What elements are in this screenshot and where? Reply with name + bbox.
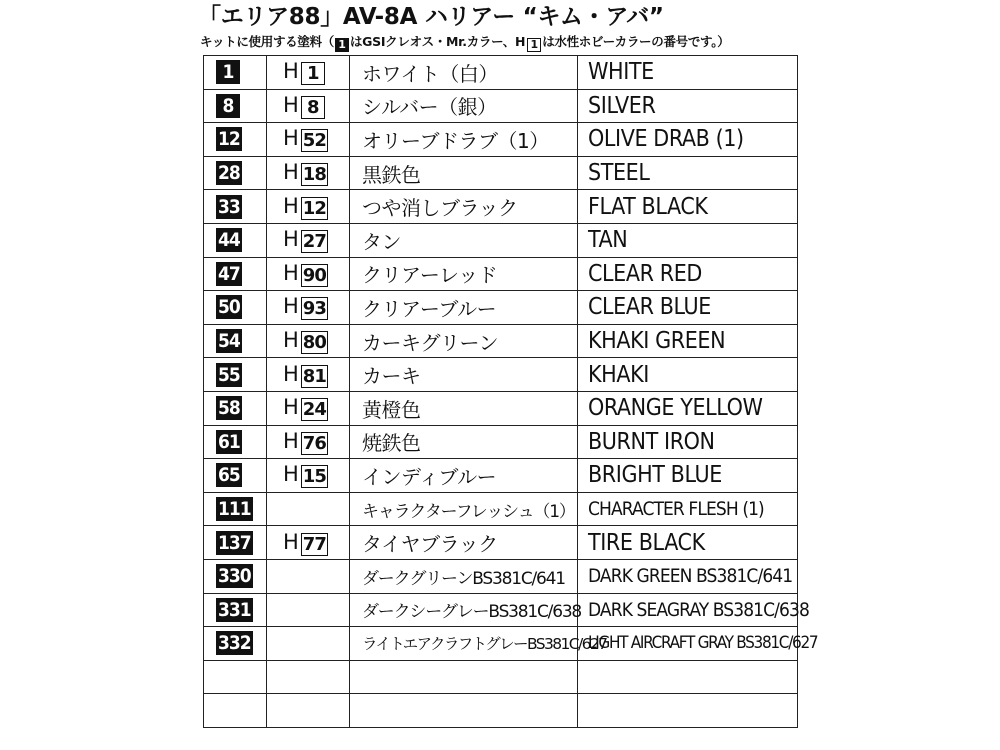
- mr-color-cell: [204, 324, 267, 358]
- mr-color-number: 331: [218, 598, 251, 621]
- mr-color-cell: [204, 694, 267, 728]
- table-row: [204, 358, 798, 392]
- paint-name-en: DARK SEAGRAY BS381C/638: [578, 593, 798, 627]
- mr-color-number: 54: [218, 330, 240, 353]
- hobby-color-cell: [267, 694, 350, 728]
- paint-name-en: BRIGHT BLUE: [578, 459, 798, 493]
- hobby-color-cell: [267, 190, 350, 224]
- paint-name-jp: カーキグリーン: [350, 324, 578, 358]
- paint-name-jp: タイヤブラック: [350, 526, 578, 560]
- hobby-color-cell: [267, 89, 350, 123]
- hobby-color-cell: [267, 257, 350, 291]
- paint-name-en: FLAT BLACK: [578, 190, 798, 224]
- mr-color-cell: [204, 425, 267, 459]
- note-prefix: キットに使用する塗料（: [200, 34, 334, 49]
- hobby-color-number: 90: [302, 264, 326, 286]
- page-title: 「エリア88」AV-8A ハリアー “キム・アバ”: [198, 4, 664, 30]
- table-row: [204, 89, 798, 123]
- mr-color-number: 28: [218, 162, 240, 185]
- hobby-color-cell: [267, 425, 350, 459]
- paint-name-jp: ホワイト（白）: [350, 56, 578, 90]
- mr-color-cell: [204, 627, 267, 661]
- hobby-color-prefix: H: [283, 395, 299, 420]
- mr-color-number: 61: [218, 430, 240, 453]
- mr-color-number: 8: [216, 94, 240, 118]
- mr-color-cell: [204, 660, 267, 694]
- mr-color-cell: [204, 156, 267, 190]
- paint-name-en: BURNT IRON: [578, 425, 798, 459]
- note-middle: はGSIクレオス・Mr.カラー、H: [349, 34, 526, 49]
- table-row: [204, 257, 798, 291]
- hobby-color-cell: [267, 223, 350, 257]
- table-row: [204, 660, 798, 694]
- mr-color-badge-icon: 1: [335, 38, 349, 52]
- hobby-color-number: 52: [302, 130, 326, 152]
- paint-name-jp: [350, 660, 578, 694]
- hobby-color-cell: [267, 156, 350, 190]
- table-row: [204, 324, 798, 358]
- mr-color-cell: [204, 123, 267, 157]
- hobby-color-number: 15: [302, 466, 326, 488]
- mr-color-cell: [204, 223, 267, 257]
- hobby-color-cell: [267, 559, 350, 593]
- mr-color-number: 332: [218, 632, 251, 655]
- hobby-color-number: 24: [302, 399, 326, 421]
- mr-color-number: 50: [218, 296, 240, 319]
- hobby-color-prefix: H: [283, 428, 299, 453]
- table-row: [204, 526, 798, 560]
- hobby-color-prefix: H: [283, 328, 299, 353]
- paint-name-en: KHAKI: [578, 358, 798, 392]
- table-row: [204, 425, 798, 459]
- table-row: [204, 123, 798, 157]
- hobby-color-cell: [267, 660, 350, 694]
- hobby-color-cell: [267, 324, 350, 358]
- paint-name-jp: 黒鉄色: [350, 156, 578, 190]
- note-suffix: は水性ホビーカラーの番号です。）: [542, 34, 730, 49]
- paint-name-jp: クリアーレッド: [350, 257, 578, 291]
- paint-name-jp: オリーブドラブ（1）: [350, 123, 578, 157]
- mr-color-cell: [204, 89, 267, 123]
- mr-color-number: 65: [218, 464, 240, 487]
- hobby-color-cell: [267, 358, 350, 392]
- table-row: [204, 56, 798, 90]
- paint-name-en: TIRE BLACK: [578, 526, 798, 560]
- paint-name-jp: カーキ: [350, 358, 578, 392]
- paint-name-en: STEEL: [578, 156, 798, 190]
- table-row: [204, 391, 798, 425]
- mr-color-number: 55: [218, 363, 240, 386]
- mr-color-number: 58: [218, 397, 240, 420]
- hobby-color-prefix: H: [283, 227, 299, 252]
- paint-name-en: CHARACTER FLESH (1): [578, 492, 798, 526]
- paint-name-en: TAN: [578, 223, 798, 257]
- mr-color-number: 47: [218, 262, 240, 285]
- paint-name-jp: ライトエアクラフトグレーBS381C/627: [350, 627, 578, 661]
- paint-name-en: [578, 694, 798, 728]
- hobby-color-cell: [267, 291, 350, 325]
- table-row: [204, 559, 798, 593]
- mr-color-cell: [204, 593, 267, 627]
- hobby-color-number: 80: [302, 332, 326, 354]
- mr-color-number: 111: [218, 498, 251, 521]
- table-row: [204, 156, 798, 190]
- hobby-color-prefix: H: [283, 92, 299, 117]
- hobby-color-cell: [267, 492, 350, 526]
- mr-color-number: 44: [218, 229, 240, 252]
- hobby-color-cell: [267, 526, 350, 560]
- mr-color-cell: [204, 526, 267, 560]
- paint-name-jp: ダークシーグレーBS381C/638: [350, 593, 578, 627]
- mr-color-number: 137: [218, 531, 251, 554]
- hobby-color-number: 27: [302, 231, 326, 253]
- paint-name-jp: インディブルー: [350, 459, 578, 493]
- paint-table: [203, 55, 818, 728]
- hobby-color-cell: [267, 391, 350, 425]
- mr-color-cell: [204, 391, 267, 425]
- mr-color-cell: [204, 459, 267, 493]
- paint-name-jp: タン: [350, 223, 578, 257]
- hobby-color-cell: [267, 627, 350, 661]
- paint-legend-note: [200, 34, 729, 50]
- paint-name-en: DARK GREEN BS381C/641: [578, 559, 798, 593]
- hobby-color-prefix: H: [283, 126, 299, 151]
- paint-name-en: CLEAR RED: [578, 257, 798, 291]
- paint-name-jp: 黄橙色: [350, 391, 578, 425]
- hobby-color-cell: [267, 593, 350, 627]
- hobby-color-number: 12: [302, 197, 326, 219]
- table-row: [204, 291, 798, 325]
- mr-color-number: 33: [218, 195, 240, 218]
- hobby-color-number: 77: [302, 533, 326, 555]
- hobby-color-prefix: H: [283, 59, 299, 84]
- paint-name-jp: つや消しブラック: [350, 190, 578, 224]
- mr-color-cell: [204, 291, 267, 325]
- mr-color-cell: [204, 56, 267, 90]
- table-row: [204, 492, 798, 526]
- hobby-color-prefix: H: [283, 294, 299, 319]
- mr-color-cell: [204, 559, 267, 593]
- paint-name-jp: クリアーブルー: [350, 291, 578, 325]
- hobby-color-prefix: H: [283, 361, 299, 386]
- hobby-color-cell: [267, 459, 350, 493]
- mr-color-cell: [204, 492, 267, 526]
- table-row: [204, 223, 798, 257]
- paint-name-en: WHITE: [578, 56, 798, 90]
- hobby-color-number: 93: [302, 298, 326, 320]
- hobby-color-number: 8: [301, 96, 325, 119]
- paint-name-en: KHAKI GREEN: [578, 324, 798, 358]
- hobby-color-prefix: H: [283, 160, 299, 185]
- hobby-color-prefix: H: [283, 260, 299, 285]
- mr-color-cell: [204, 358, 267, 392]
- hobby-color-number: 18: [302, 164, 326, 186]
- table-row: [204, 627, 798, 661]
- paint-name-en: ORANGE YELLOW: [578, 391, 798, 425]
- mr-color-number: 1: [216, 60, 240, 84]
- hobby-color-cell: [267, 123, 350, 157]
- hobby-color-prefix: H: [283, 462, 299, 487]
- hobby-color-cell: [267, 56, 350, 90]
- paint-name-en: [578, 660, 798, 694]
- hobby-color-number: 76: [302, 432, 326, 454]
- table-row: [204, 190, 798, 224]
- paint-name-jp: キャラクターフレッシュ（1）: [350, 492, 578, 526]
- paint-name-en: CLEAR BLUE: [578, 291, 798, 325]
- paint-name-jp: [350, 694, 578, 728]
- table-row: [204, 593, 798, 627]
- table-row: [204, 459, 798, 493]
- paint-name-jp: ダークグリーンBS381C/641: [350, 559, 578, 593]
- mr-color-number: 12: [218, 128, 240, 151]
- mr-color-number: 330: [218, 565, 251, 588]
- paint-name-jp: シルバー（銀）: [350, 89, 578, 123]
- hobby-color-prefix: H: [283, 193, 299, 218]
- mr-color-cell: [204, 190, 267, 224]
- mr-color-cell: [204, 257, 267, 291]
- hobby-color-prefix: H: [283, 529, 299, 554]
- hobby-color-number: 81: [302, 365, 326, 387]
- hobby-color-badge-icon: 1: [527, 38, 541, 52]
- paint-name-jp: 焼鉄色: [350, 425, 578, 459]
- paint-name-en: SILVER: [578, 89, 798, 123]
- paint-name-en: OLIVE DRAB (1): [578, 123, 798, 157]
- hobby-color-number: 1: [301, 62, 325, 85]
- paint-name-en: LIGHT AIRCRAFT GRAY BS381C/627: [578, 627, 798, 661]
- table-row: [204, 694, 798, 728]
